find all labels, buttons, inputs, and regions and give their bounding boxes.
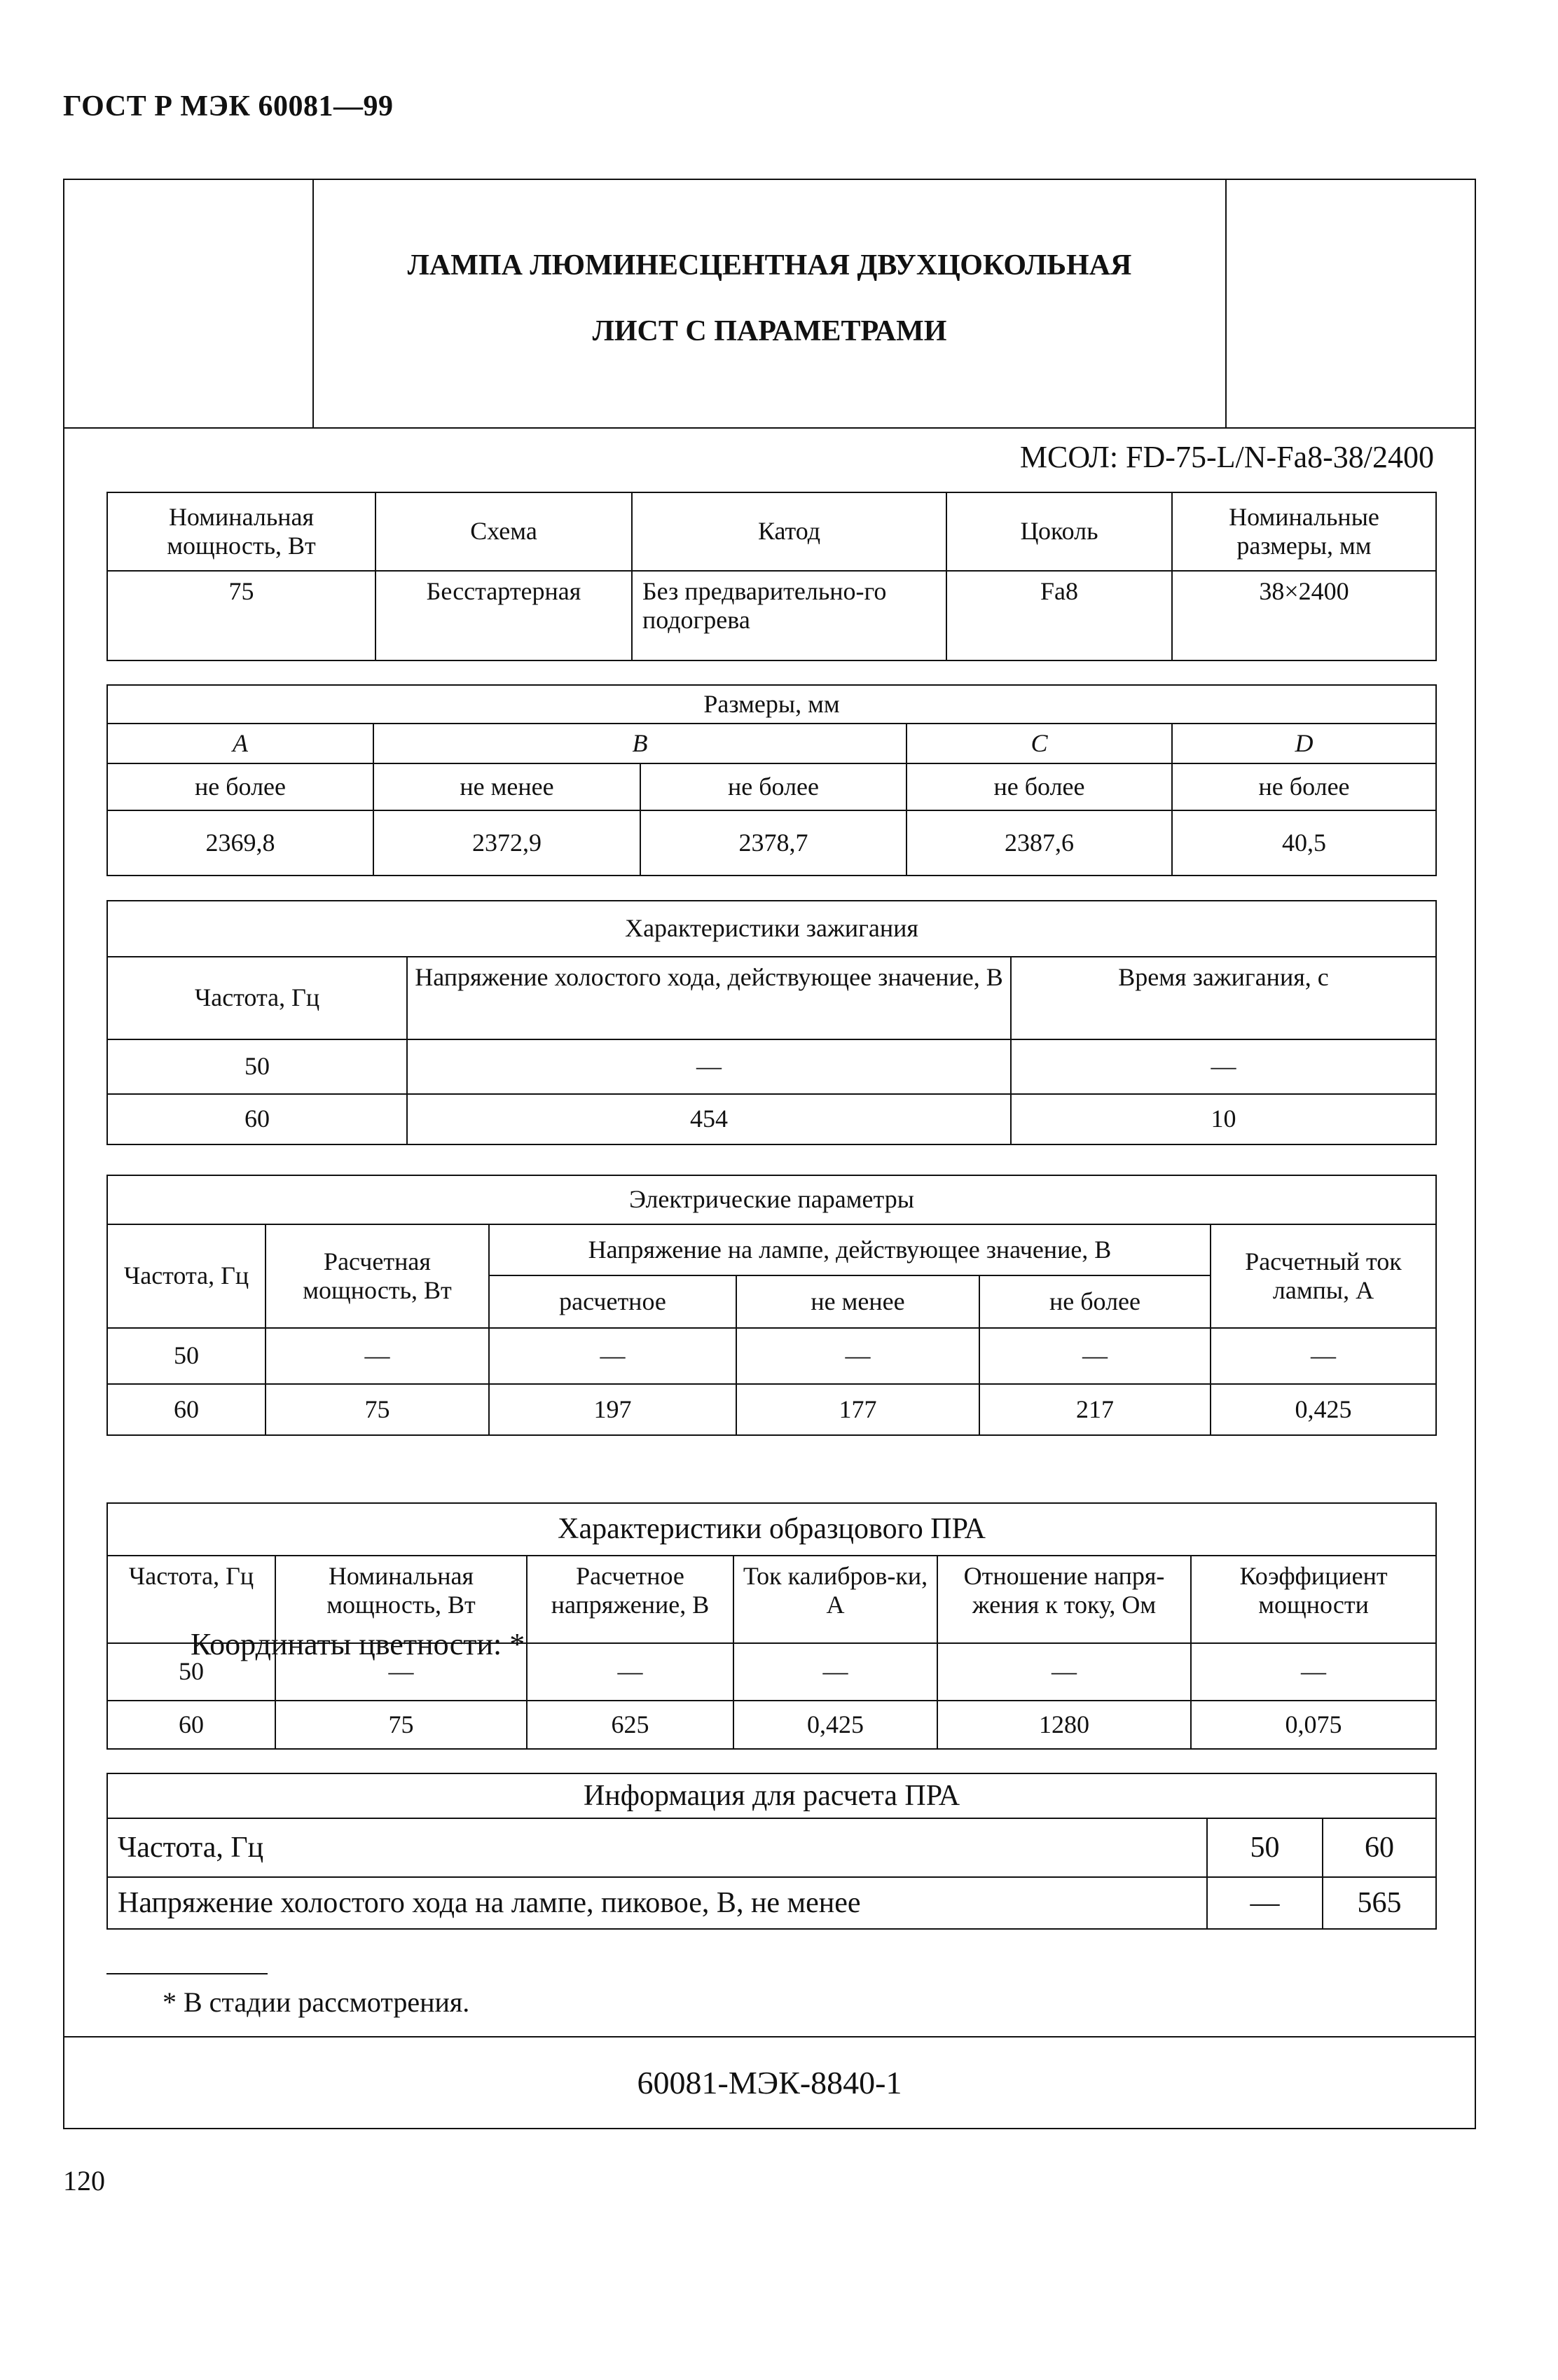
table-cell: 60 [107,1701,275,1749]
ballast-table [106,1502,1437,1750]
table-cell: — [736,1328,979,1384]
data-sheet-frame [63,179,1476,2129]
table-cell: Напряжение холостого хода на лампе, пиковое, В, не менее [107,1877,1207,1929]
table-cell: — [407,1039,1011,1094]
limit-cell: не менее [373,763,640,810]
title-block [64,180,1475,429]
header-cell: Отношение напря-жения к току, Ом [937,1556,1191,1643]
table-cell: 2372,9 [373,810,640,876]
table-cell: — [937,1643,1191,1701]
calc-table [106,1773,1437,1930]
header-cell: Коэффициент мощности [1191,1556,1436,1643]
dimensions-table [106,684,1437,876]
table-cell: 75 [266,1384,489,1435]
table-cell: 197 [489,1384,736,1435]
limit-cell: не более [1172,763,1436,810]
header-cell: Цоколь [946,492,1172,571]
table-cell: — [1191,1643,1436,1701]
table-cell: — [1211,1328,1436,1384]
table-cell: 75 [275,1701,527,1749]
table-cell: 2369,8 [107,810,373,876]
table-cell: 0,425 [1211,1384,1436,1435]
title-right-cell [1225,180,1475,427]
subheader-cell: расчетное [489,1275,736,1328]
general-table [106,492,1437,661]
header-cell: Частота, Гц [107,957,407,1039]
sheet-number: 60081-МЭК-8840-1 [637,2065,902,2101]
table-caption: Информация для расчета ПРА [107,1773,1436,1818]
table-cell: 60 [107,1384,266,1435]
dimension-letter: A [107,724,373,763]
ignition-table [106,900,1437,1145]
lamp-designation: МСОЛ: FD-75-L/N-Fa8-38/2400 [1019,440,1434,474]
header-cell: Расчетный ток лампы, А [1211,1224,1436,1328]
table-caption: Электрические параметры [107,1175,1436,1224]
subheader-cell: не менее [736,1275,979,1328]
table-cell: Fa8 [946,571,1172,660]
table-cell: 10 [1011,1094,1436,1144]
header-cell: Номинальные размеры, мм [1172,492,1436,571]
header-cell: Частота, Гц [107,1556,275,1643]
table-cell: Частота, Гц [107,1818,1207,1877]
header-cell: Время зажигания, с [1011,957,1436,1039]
electrical-table [106,1175,1437,1436]
table-cell: 0,425 [733,1701,937,1749]
table-cell: — [1207,1877,1323,1929]
header-cell: Номинальная мощность, Вт [275,1556,527,1643]
table-cell: 38×2400 [1172,571,1436,660]
header-cell: Напряжение на лампе, действующее значение, В [489,1224,1211,1275]
table-cell: — [733,1643,937,1701]
table-caption: Характеристики образцового ПРА [107,1503,1436,1556]
table-cell: — [527,1643,733,1701]
table-cell: Без предварительно-го подогрева [632,571,946,660]
header-cell: Катод [632,492,946,571]
sheet-number-block [64,2036,1475,2128]
header-cell: Схема [375,492,632,571]
table-cell: 1280 [937,1701,1191,1749]
table-cell: 50 [1207,1818,1323,1877]
chromaticity-note: Координаты цветности: * [191,1627,525,1661]
table-cell: — [489,1328,736,1384]
dimension-letter: B [373,724,906,763]
title-center [314,180,1225,427]
table-cell: — [1011,1039,1436,1094]
subheader-cell: не более [979,1275,1211,1328]
title-left-cell [64,180,314,427]
limit-cell: не более [107,763,373,810]
table-cell: 2387,6 [906,810,1172,876]
table-cell: 217 [979,1384,1211,1435]
limit-cell: не более [906,763,1172,810]
sheet-title: ЛАМПА ЛЮМИНЕСЦЕНТНАЯ ДВУХЦОКОЛЬНАЯ [407,249,1132,282]
header-cell: Расчетное напряжение, В [527,1556,733,1643]
sheet-subtitle: ЛИСТ С ПАРАМЕТРАМИ [592,315,947,347]
table-cell: 75 [107,571,375,660]
table-cell: 0,075 [1191,1701,1436,1749]
table-cell: 60 [1323,1818,1436,1877]
table-cell: 565 [1323,1877,1436,1929]
table-cell: 50 [107,1643,275,1701]
table-cell: — [979,1328,1211,1384]
table-cell: 40,5 [1172,810,1436,876]
table-caption: Размеры, мм [107,685,1436,724]
header-cell: Расчетная мощность, Вт [266,1224,489,1328]
header-cell: Ток калибров-ки, А [733,1556,937,1643]
footnote: * В стадии рассмотрения. [163,1986,470,2018]
table-cell: 2378,7 [640,810,906,876]
header-cell: Напряжение холостого хода, действующее значение, В [407,957,1011,1039]
limit-cell: не более [640,763,906,810]
document-header: ГОСТ Р МЭК 60081—99 [63,90,394,123]
table-cell: Бесстартерная [375,571,632,660]
header-cell: Номинальная мощность, Вт [107,492,375,571]
table-cell: — [275,1643,527,1701]
table-cell: 50 [107,1039,407,1094]
footnote-rule [106,1973,268,1974]
table-cell: — [266,1328,489,1384]
table-cell: 625 [527,1701,733,1749]
table-cell: 60 [107,1094,407,1144]
table-cell: 454 [407,1094,1011,1144]
table-cell: 50 [107,1328,266,1384]
dimension-letter: C [906,724,1172,763]
page-number: 120 [63,2165,105,2196]
header-cell: Частота, Гц [107,1224,266,1328]
dimension-letter: D [1172,724,1436,763]
table-caption: Характеристики зажигания [107,901,1436,957]
table-cell: 177 [736,1384,979,1435]
